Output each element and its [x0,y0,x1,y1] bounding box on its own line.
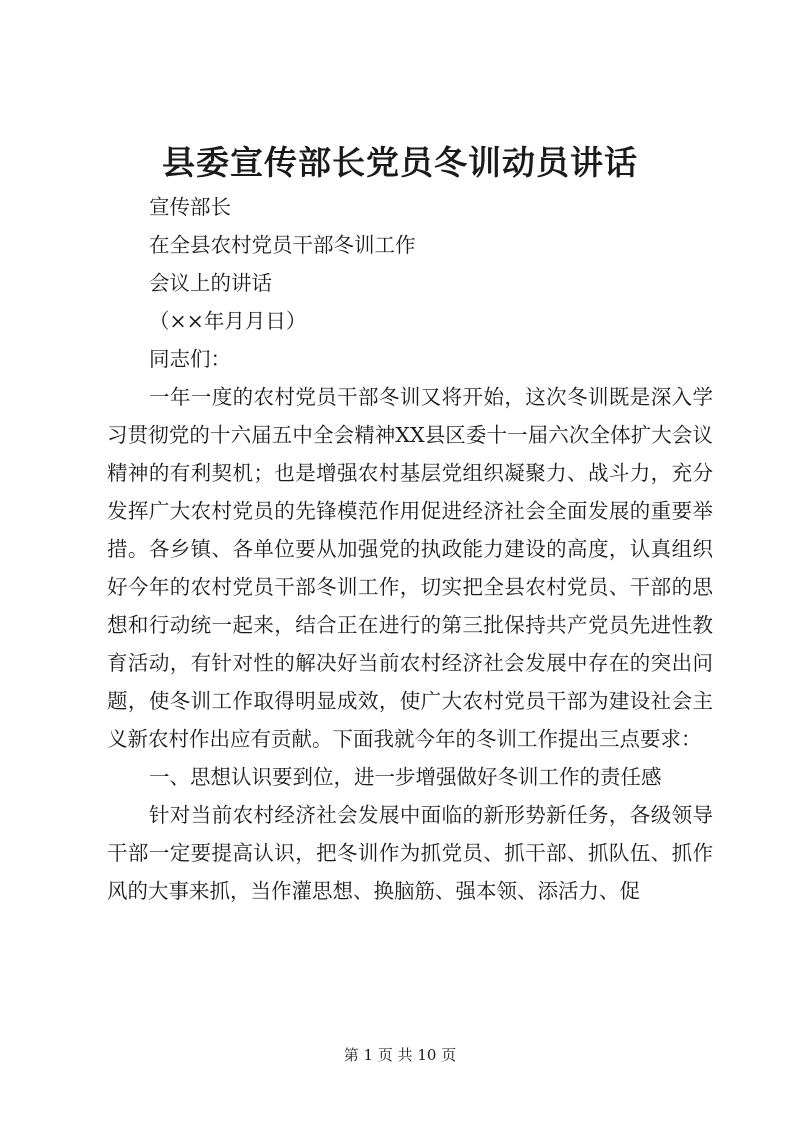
meeting-line-2: 会议上的讲话 [149,271,272,295]
meeting-line-1: 在全县农村党员干部冬训工作 [149,233,416,257]
page-footer: 第 1 页 共 10 页 [343,1046,457,1064]
document-title: 县委宣传部长党员冬训动员讲话 [162,143,638,182]
speaker-title: 宣传部长 [149,195,231,219]
speech-date: （××年月月日） [149,309,307,333]
paragraph-intro: 一年一度的农村党员干部冬训又将开始，这次冬训既是深入学习贯彻党的十六届五中全会精神XX县区委十一届六次全体扩大会议精神的有利契机；也是增强农村基层党组织凝聚力、战斗力，充分发挥广大农村党员的先锋模范作用促进经济社会全面发展的重要举措。各乡镇、各单位要从加强党的执政能力建设的高度，认真组织好今年的农村党员干部冬训工作，切实把全县农村党员、干部的思想和行动统一起来，结合正在进行的第三批保持共产党员先进性教育活动，有针对性的解决好当前农村经济社会发展中存在的突出问题，使冬训工作取得明显成效，使广大农村党员干部为建设社会主义新农村作出应有贡献。下面我就今年的冬训工作提出三点要求： [107,385,713,751]
paragraph-section-1: 针对当前农村经济社会发展中面临的新形势新任务，各级领导干部一定要提高认识，把冬训作为抓党员、抓干部、抓队伍、抓作风的大事来抓，当作灌思想、换脑筋、强本领、添活力、促 [107,803,713,903]
document-body [107,188,713,910]
salutation: 同志们： [149,347,231,371]
section-heading-1: 一、思想认识要到位，进一步增强做好冬训工作的责任感 [149,765,662,789]
